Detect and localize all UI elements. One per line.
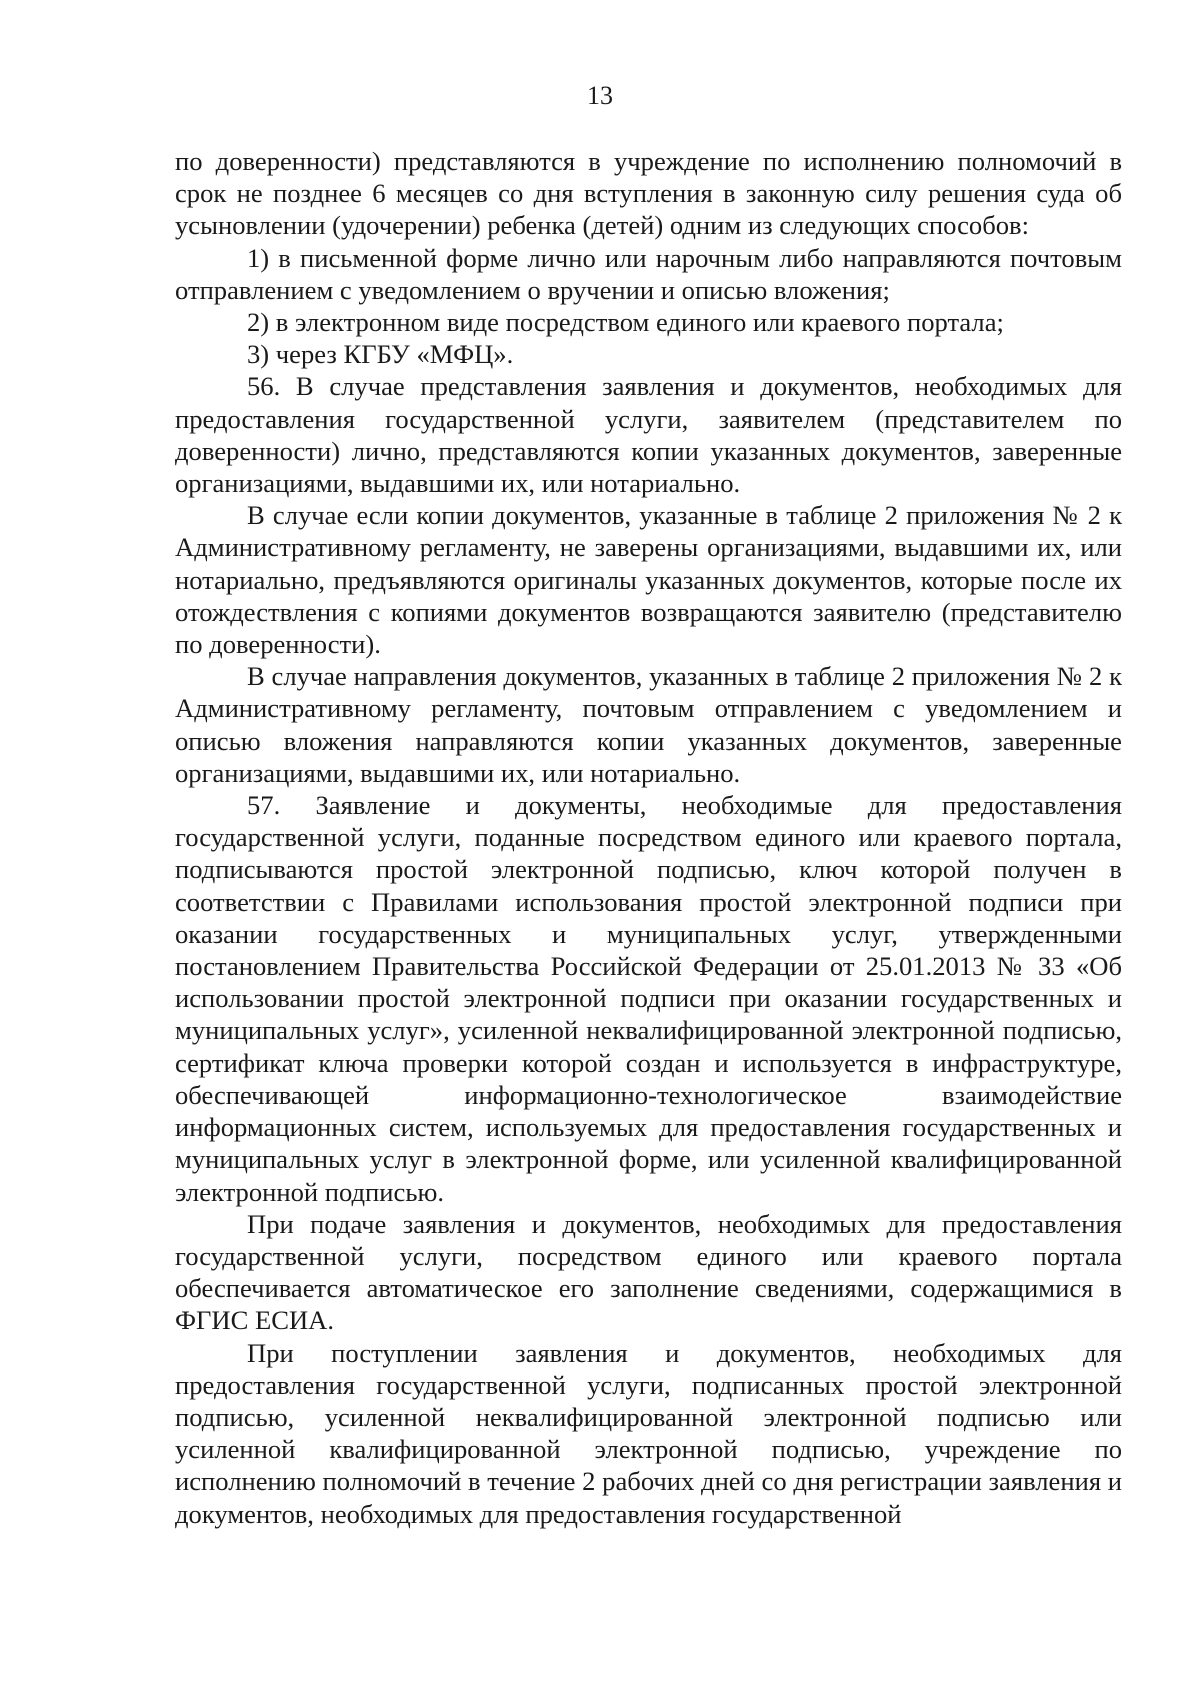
paragraph-5: 56. В случае представления заявления и документов, необходимых для предоставления государственной услуги, заявителем (представителем по доверенности) лично, представляются копии указанных документов, заверенные организациями, выдавшими их, или нотариально. bbox=[175, 371, 1122, 499]
paragraph-6: В случае если копии документов, указанные в таблице 2 приложения № 2 к Административному регламенту, не заверены организациями, выдавшими их, или нотариально, предъявляются оригиналы указанных документов, которые после их отождествления с копиями документов возвращаются заявителю (представителю по доверенности). bbox=[175, 500, 1122, 660]
paragraph-1: по доверенности) представляются в учреждение по исполнению полномочий в срок не позднее 6 месяцев со дня вступления в законную силу решения суда об усыновлении (удочерении) ребенка (детей) одним из следующих способов: bbox=[175, 146, 1122, 241]
page-number: 13 bbox=[587, 81, 613, 110]
paragraph-7: В случае направления документов, указанных в таблице 2 приложения № 2 к Административному регламенту, почтовым отправлением с уведомлением и описью вложения направляются копии указанных документов, заверенные организациями, выдавшими их, или нотариально. bbox=[175, 661, 1122, 788]
paragraph-2: 1) в письменной форме лично или нарочным либо направляются почтовым отправлением с уведомлением о вручении и описью вложения; bbox=[175, 242, 1122, 305]
paragraph-9: При подаче заявления и документов, необходимых для предоставления государственной услуги, посредством единого или краевого портала обеспечивается автоматическое его заполнение сведениями, содержащимися в ФГИС ЕСИА. bbox=[175, 1208, 1122, 1336]
paragraph-10: При поступлении заявления и документов, необходимых для предоставления государственной услуги, подписанных простой электронной подписью, усиленной неквалифицированной электронной подписью или усиленной квалифицированной электронной подписью, учреждение по исполнению полномочий в течение 2 рабочих дней со дня регистрации заявления и документов, необходимых для предоставления государственной bbox=[175, 1337, 1122, 1529]
document-body bbox=[175, 145, 1122, 1530]
paragraph-4: 3) через КГБУ «МФЦ». bbox=[247, 339, 514, 370]
paragraph-3: 2) в электронном виде посредством единого или краевого портала; bbox=[247, 307, 1004, 338]
paragraph-8: 57. Заявление и документы, необходимые для предоставления государственной услуги, поданные посредством единого или краевого портала, подписываются простой электронной подписью, ключ которой получен в соответствии с Правилами использования простой электронной подписи при оказании государственных и муниципальных услуг, утвержденными постановлением Правительства Российской Федерации от 25.01.2013 № 33 «Об использовании простой электронной подписи при оказании государственных и муниципальных услуг», усиленной неквалифицированной электронной подписью, сертификат ключа проверки которой создан и используется в инфраструктуре, обеспечивающей информационно-технологическое взаимодействие информационных систем, используемых для предоставления государственных и муниципальных услуг в электронной форме, или усиленной квалифицированной электронной подписью. bbox=[175, 790, 1122, 1207]
